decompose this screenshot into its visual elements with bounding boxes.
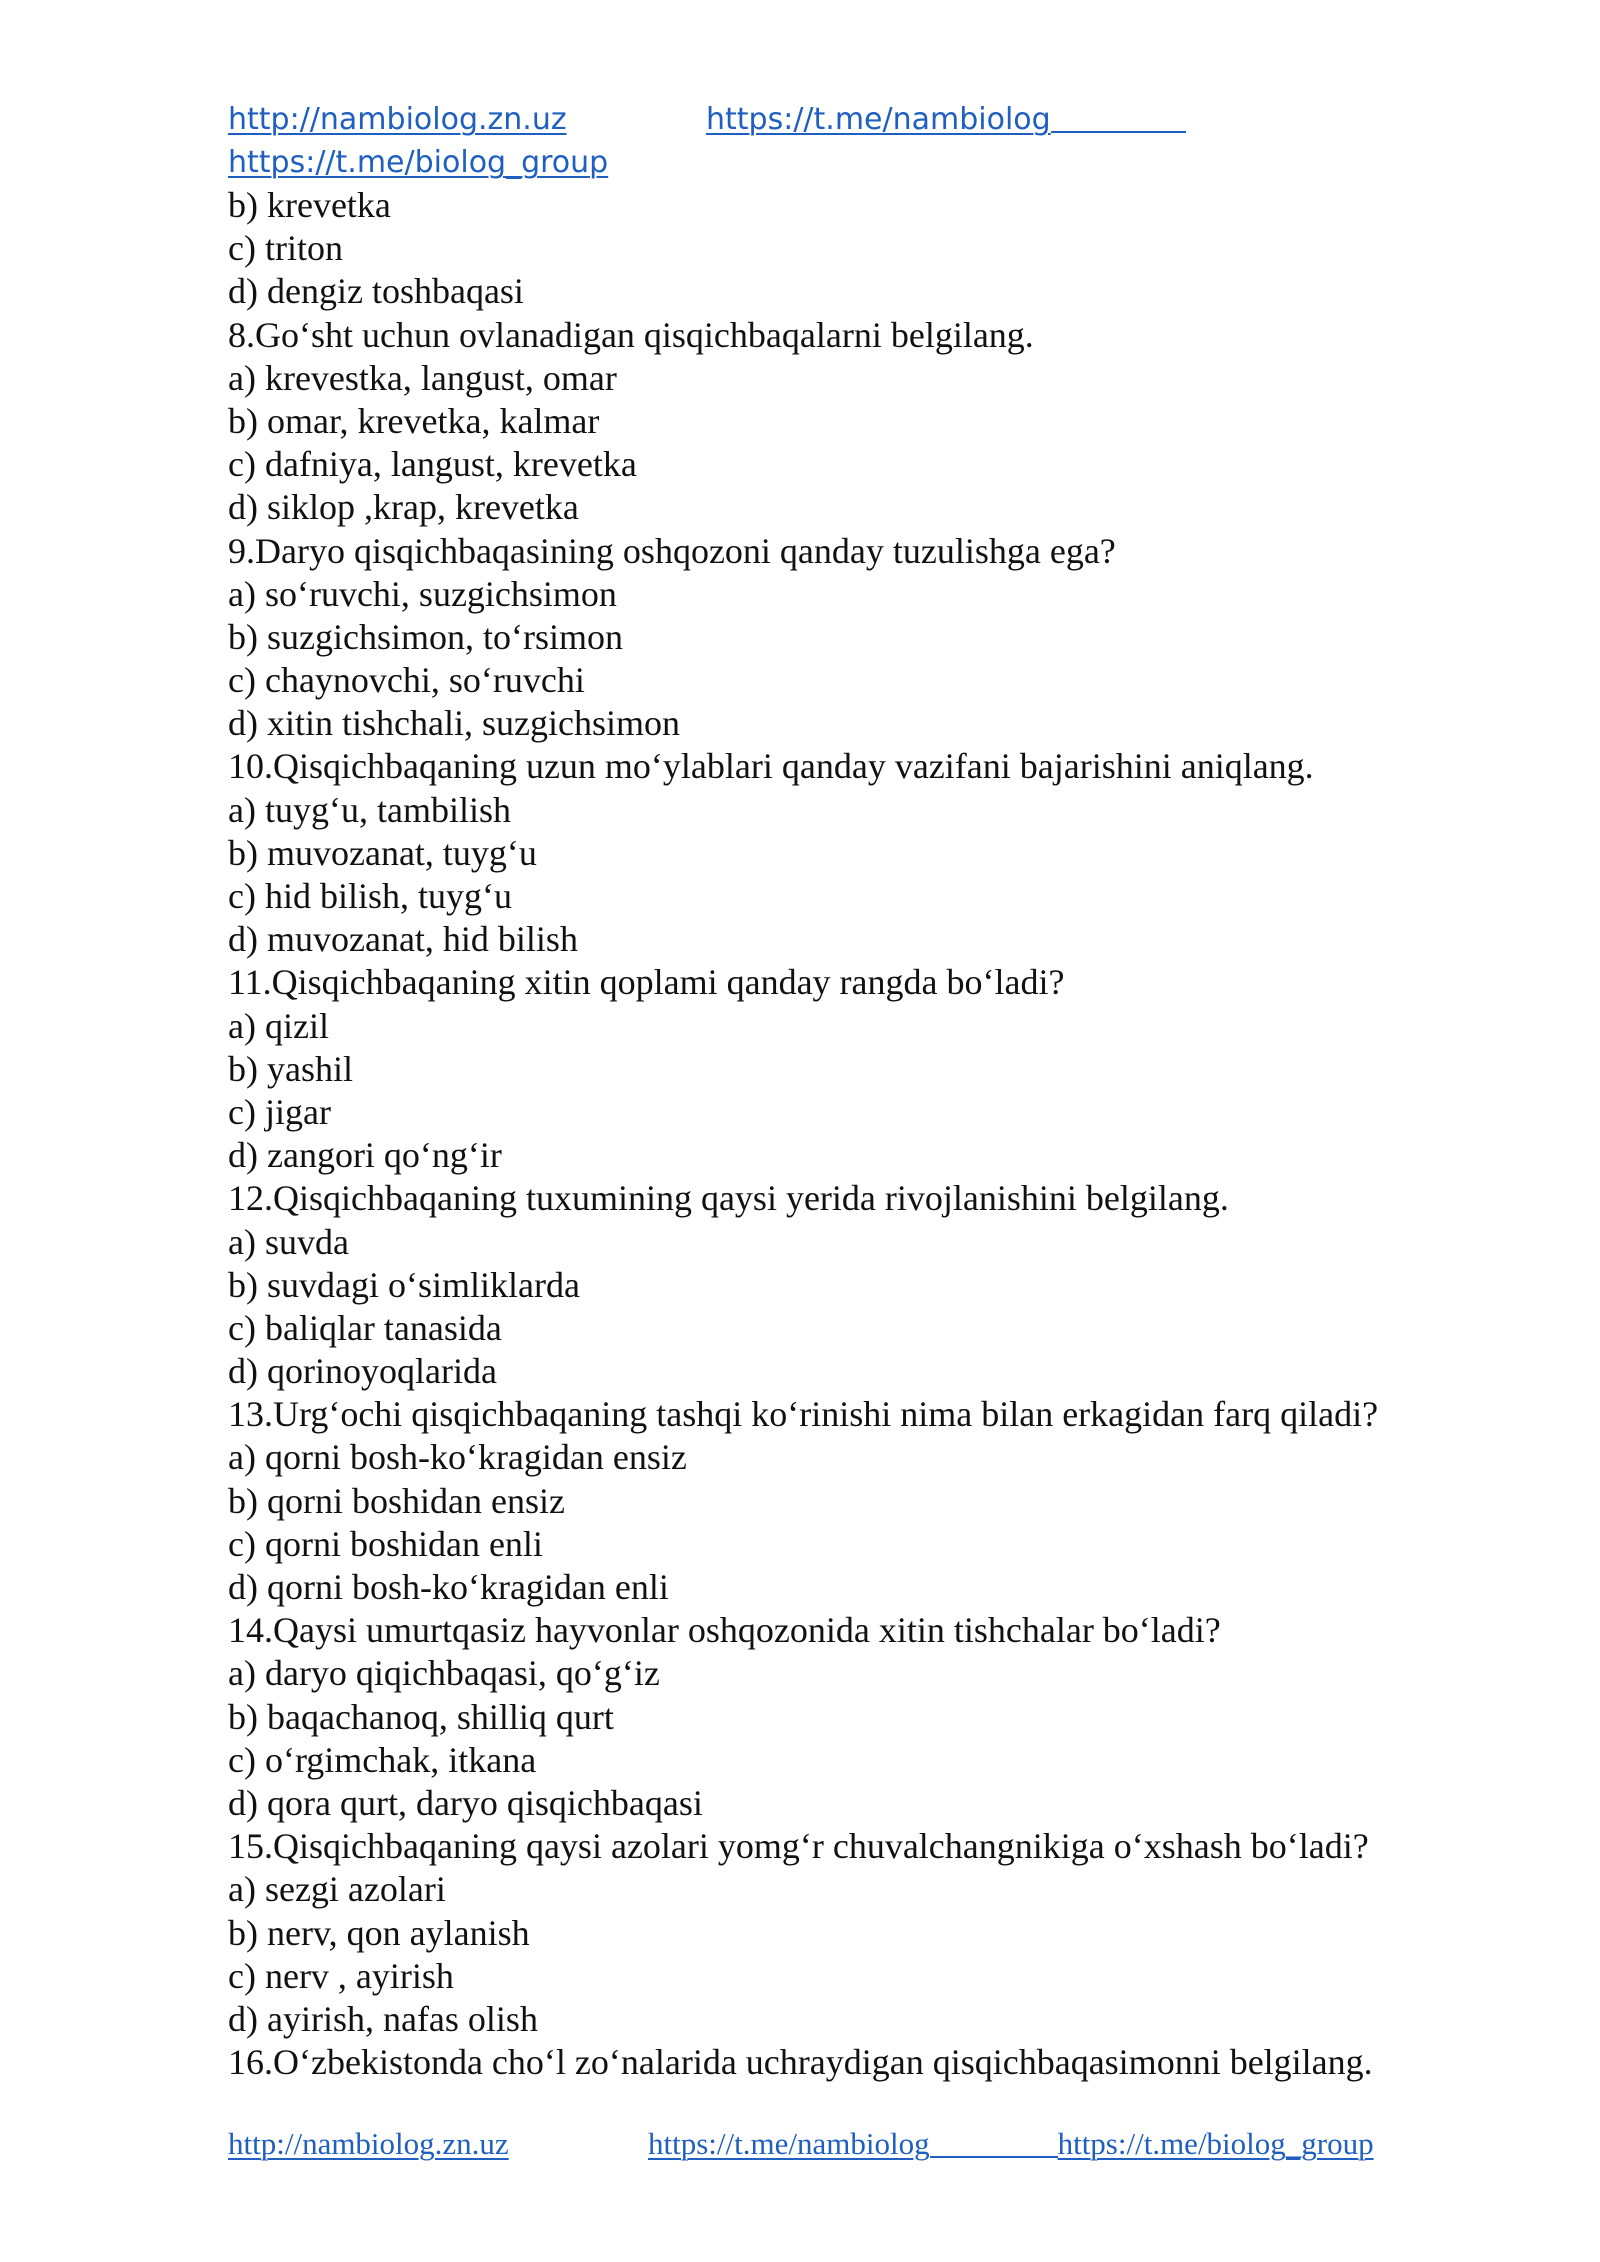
text-line: d) qorni bosh-ko‘kragidan enli [228,1567,669,1607]
text-line: c) dafniya, langust, krevetka [228,444,637,485]
text-line: a) suvda [228,1221,349,1262]
text-line: b) suvdagi o‘simliklarda [228,1264,580,1305]
text-line: c) baliqlar tanasida [228,1307,502,1348]
header-group-row [228,141,1428,184]
text-line: c) hid bilish, tuyg‘u [228,876,512,916]
header-link-channel[interactable]: https://t.me/nambiolog [706,102,1051,137]
question-list [228,184,1478,2084]
text-line: b) omar, krevetka, kalmar [228,400,600,441]
page-header [228,98,1428,184]
text-line: d) qorinoyoqlarida [228,1351,497,1392]
text-line: c) o‘rgimchak, itkana [228,1739,537,1780]
text-line: d) siklop ,krap, krevetka [228,487,579,528]
text-line: b) krevetka [228,185,391,225]
footer-link-site[interactable]: http://nambiolog.zn.uz [228,2126,509,2161]
text-line: a) qorni bosh-ko‘kragidan ensiz [228,1437,687,1478]
text-line: a) tuyg‘u, tambilish [228,789,511,830]
text-line: d) xitin tishchali, suzgichsimon [228,703,680,744]
question-8: 8.Go‘sht uchun ovlanadigan qisqichbaqalarni belgilang. [228,314,1034,355]
text-line: c) nerv , ayirish [228,1955,454,1996]
question-12: 12.Qisqichbaqaning tuxumining qaysi yerida rivojlanishini belgilang. [228,1178,1229,1219]
text-line: a) sezgi azolari [228,1869,446,1910]
text-line: a) so‘ruvchi, suzgichsimon [228,573,617,614]
question-10: 10.Qisqichbaqaning uzun mo‘ylablari qanday vazifani bajarishini aniqlang. [228,746,1314,787]
footer-link-channel[interactable]: https://t.me/nambiolog [648,2126,930,2161]
text-line: c) triton [228,228,343,269]
text-line: b) suzgichsimon, to‘rsimon [228,616,623,657]
text-line: d) qora qurt, daryo qisqichbaqasi [228,1782,703,1823]
question-9: 9.Daryo qisqichbaqasining oshqozoni qanday tuzulishga ega? [228,530,1116,571]
text-line: d) dengiz toshbaqasi [228,271,524,312]
text-line: d) muvozanat, hid bilish [228,919,578,960]
header-links-row [228,98,1428,141]
header-link-group[interactable]: https://t.me/biolog_group [228,145,609,180]
text-line: b) nerv, qon aylanish [228,1912,530,1953]
question-14: 14.Qaysi umurtqasiz hayvonlar oshqozonida xitin tishchalar bo‘ladi? [228,1610,1221,1651]
text-line: a) daryo qiqichbaqasi, qo‘g‘iz [228,1653,660,1694]
text-line: b) yashil [228,1048,353,1089]
header-link-channel-underline [1051,130,1186,133]
text-line: b) qorni boshidan ensiz [228,1480,565,1521]
question-16: 16.O‘zbekistonda cho‘l zo‘nalarida uchraydigan qisqichbaqasimonni belgilang. [228,2042,1373,2083]
text-line: d) ayirish, nafas olish [228,1998,538,2039]
page-footer [228,2124,1478,2164]
text-line: a) qizil [228,1005,329,1046]
question-11: 11.Qisqichbaqaning xitin qoplami qanday rangda bo‘ladi? [228,962,1065,1003]
text-line: d) zangori qo‘ng‘ir [228,1135,502,1176]
text-line: c) jigar [228,1091,331,1132]
text-line: c) qorni boshidan enli [228,1523,543,1564]
footer-link-group[interactable]: https://t.me/biolog_group [1057,2126,1374,2161]
text-line: b) baqachanoq, shilliq qurt [228,1696,614,1737]
question-13: 13.Urg‘ochi qisqichbaqaning tashqi ko‘rinishi nima bilan erkagidan farq qiladi? [228,1394,1379,1435]
text-line: b) muvozanat, tuyg‘u [228,832,537,873]
question-15: 15.Qisqichbaqaning qaysi azolari yomg‘r chuvalchangnikiga o‘xshash bo‘ladi? [228,1826,1369,1867]
text-line: c) chaynovchi, so‘ruvchi [228,660,585,701]
text-line: a) krevestka, langust, omar [228,357,617,398]
footer-link-channel-underline [930,2155,1058,2158]
header-link-site[interactable]: http://nambiolog.zn.uz [228,102,567,137]
